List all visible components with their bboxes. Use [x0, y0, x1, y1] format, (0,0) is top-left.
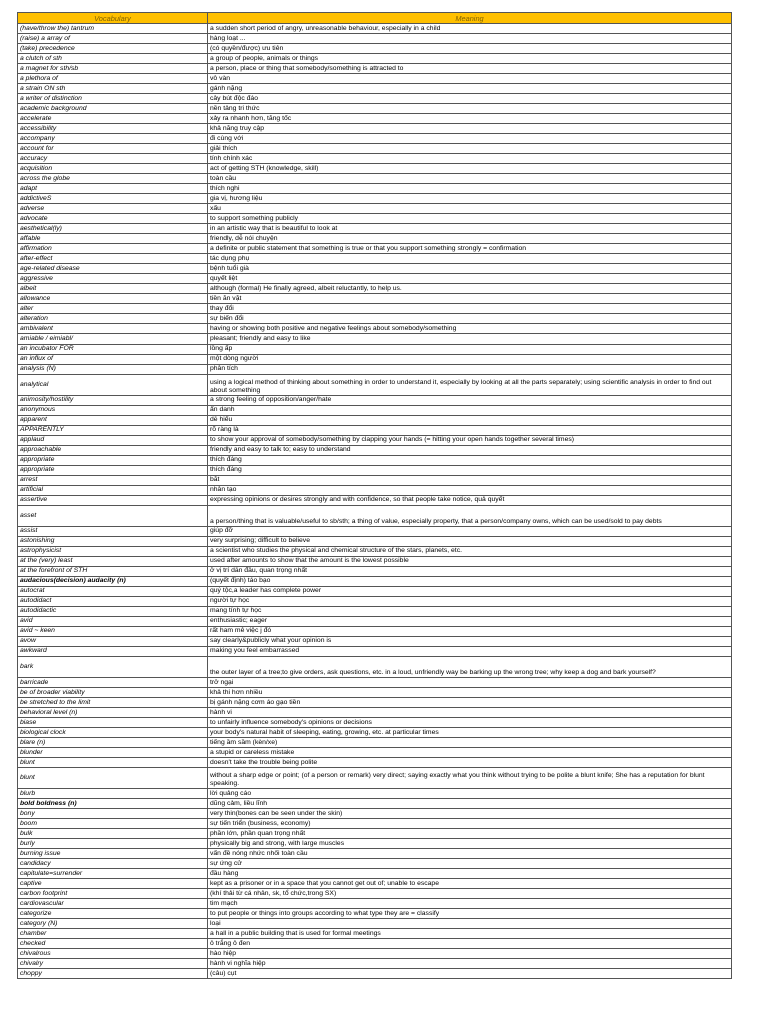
- vocabulary-cell: assertive: [18, 495, 208, 505]
- vocabulary-cell: (have/throw the) tantrum: [18, 24, 208, 34]
- table-row: [18, 84, 732, 94]
- vocabulary-cell: affirmation: [18, 244, 208, 254]
- table-row: [18, 194, 732, 204]
- meaning-cell: your body's natural habit of sleeping, eating, growing, etc. at particular times: [208, 728, 732, 738]
- vocabulary-cell: cardiovascular: [18, 899, 208, 909]
- meaning-cell: rất ham mê việc j đó: [208, 626, 732, 636]
- meaning-cell: sự biến đổi: [208, 314, 732, 324]
- vocabulary-cell: (raise) a array of: [18, 34, 208, 44]
- vocabulary-cell: advocate: [18, 214, 208, 224]
- vocabulary-cell: bark: [18, 656, 208, 677]
- table-row: [18, 839, 732, 849]
- table-row: [18, 909, 732, 919]
- table-row: [18, 738, 732, 748]
- meaning-cell: ở vị trí dẫn đầu, quan trọng nhất: [208, 566, 732, 576]
- table-row: [18, 445, 732, 455]
- vocabulary-cell: analytical: [18, 374, 208, 395]
- meaning-cell: đầu hàng: [208, 869, 732, 879]
- meaning-cell: enthusiastic; eager: [208, 616, 732, 626]
- table-row: [18, 626, 732, 636]
- table-row: [18, 154, 732, 164]
- table-row: [18, 919, 732, 929]
- meaning-cell: to support something publicly: [208, 214, 732, 224]
- meaning-cell: bệnh tuổi già: [208, 264, 732, 274]
- meaning-cell: xấu: [208, 204, 732, 214]
- meaning-cell: without a sharp edge or point; (of a person or remark) very direct; saying exactly what you think without trying to be polite a blunt knife; She has a reputation for blunt speaking.: [208, 768, 732, 789]
- vocabulary-cell: candidacy: [18, 859, 208, 869]
- table-row: [18, 586, 732, 596]
- vocabulary-cell: checked: [18, 939, 208, 949]
- table-row: [18, 708, 732, 718]
- vocabulary-cell: appropriate: [18, 465, 208, 475]
- table-row: [18, 536, 732, 546]
- table-row: [18, 425, 732, 435]
- meaning-cell: phần lớn, phần quan trọng nhất: [208, 829, 732, 839]
- meaning-cell: tiền ăn vặt: [208, 294, 732, 304]
- vocabulary-cell: astrophysicist: [18, 546, 208, 556]
- table-row: [18, 465, 732, 475]
- vocabulary-sheet: [17, 12, 731, 979]
- vocabulary-cell: (take) precedence: [18, 44, 208, 54]
- vocabulary-cell: amiable / eimiabl/: [18, 334, 208, 344]
- meaning-cell: sự tiến triển (business, economy): [208, 819, 732, 829]
- table-row: [18, 405, 732, 415]
- meaning-cell: vấn đề nóng nhức nhối toàn cầu: [208, 849, 732, 859]
- vocabulary-cell: category (N): [18, 919, 208, 929]
- vocabulary-cell: acquisition: [18, 164, 208, 174]
- vocabulary-cell: barricade: [18, 678, 208, 688]
- table-row: [18, 184, 732, 194]
- table-row: [18, 435, 732, 445]
- meaning-cell: quý tộc,a leader has complete power: [208, 586, 732, 596]
- meaning-cell: tim mạch: [208, 899, 732, 909]
- vocabulary-cell: account for: [18, 144, 208, 154]
- table-row: [18, 144, 732, 154]
- meaning-cell: a group of people, animals or things: [208, 54, 732, 64]
- vocabulary-cell: a clutch of sth: [18, 54, 208, 64]
- vocabulary-cell: approachable: [18, 445, 208, 455]
- table-row: [18, 889, 732, 899]
- meaning-cell: making you feel embarrassed: [208, 646, 732, 656]
- table-row: [18, 214, 732, 224]
- vocabulary-cell: chivalry: [18, 959, 208, 969]
- meaning-cell: although (formal) He finally agreed, albeit reluctantly, to help us.: [208, 284, 732, 294]
- meaning-cell: a definite or public statement that something is true or that you support something strongly = confirmation: [208, 244, 732, 254]
- table-row: [18, 606, 732, 616]
- table-row: [18, 566, 732, 576]
- table-row: [18, 114, 732, 124]
- vocabulary-cell: analysis (N): [18, 364, 208, 374]
- table-row: [18, 505, 732, 526]
- meaning-header: Meaning: [208, 13, 732, 24]
- meaning-cell: thích đáng: [208, 465, 732, 475]
- meaning-cell: hành vi: [208, 708, 732, 718]
- vocabulary-cell: across the globe: [18, 174, 208, 184]
- vocabulary-cell: a plethora of: [18, 74, 208, 84]
- table-row: [18, 254, 732, 264]
- table-row: [18, 94, 732, 104]
- vocabulary-cell: anonymous: [18, 405, 208, 415]
- vocabulary-cell: blunt: [18, 758, 208, 768]
- meaning-cell: lồng ấp: [208, 344, 732, 354]
- table-row: [18, 636, 732, 646]
- vocabulary-cell: allowance: [18, 294, 208, 304]
- vocabulary-cell: bony: [18, 809, 208, 819]
- vocabulary-cell: blare (n): [18, 738, 208, 748]
- vocabulary-header: Vocabulary: [18, 13, 208, 24]
- meaning-cell: mang tính tự học: [208, 606, 732, 616]
- table-row: [18, 969, 732, 979]
- table-row: [18, 74, 732, 84]
- meaning-cell: a person/thing that is valuable/useful to sb/sth; a thing of value, especially property, that a person/company owns, which can be used/sold to pay debts: [208, 505, 732, 526]
- table-row: [18, 264, 732, 274]
- vocabulary-cell: arrest: [18, 475, 208, 485]
- meaning-cell: a strong feeling of opposition/anger/hate: [208, 395, 732, 405]
- vocabulary-cell: after-effect: [18, 254, 208, 264]
- vocabulary-cell: albeit: [18, 284, 208, 294]
- vocabulary-cell: a writer of distinction: [18, 94, 208, 104]
- meaning-cell: tác dụng phụ: [208, 254, 732, 264]
- meaning-cell: nền tảng tri thức: [208, 104, 732, 114]
- vocabulary-cell: age-related disease: [18, 264, 208, 274]
- meaning-cell: say clearly&publicly what your opinion is: [208, 636, 732, 646]
- table-row: [18, 879, 732, 889]
- table-row: [18, 859, 732, 869]
- meaning-cell: friendly and easy to talk to; easy to understand: [208, 445, 732, 455]
- vocabulary-cell: aggressive: [18, 274, 208, 284]
- table-row: [18, 304, 732, 314]
- vocabulary-cell: captive: [18, 879, 208, 889]
- meaning-cell: in an artistic way that is beautiful to look at: [208, 224, 732, 234]
- meaning-cell: thích đáng: [208, 455, 732, 465]
- meaning-cell: quyết liệt: [208, 274, 732, 284]
- vocabulary-cell: applaud: [18, 435, 208, 445]
- meaning-cell: loại: [208, 919, 732, 929]
- vocabulary-table: [17, 12, 732, 979]
- meaning-cell: the outer layer of a tree;to give orders, ask questions, etc. in a loud, unfriendly way be barking up the wrong tree; why keep a dog and bark yourself?: [208, 656, 732, 677]
- vocabulary-cell: at the forefront of STH: [18, 566, 208, 576]
- table-row: [18, 395, 732, 405]
- meaning-cell: rõ ràng là: [208, 425, 732, 435]
- vocabulary-cell: appropriate: [18, 455, 208, 465]
- meaning-cell: a hall in a public building that is used for formal meetings: [208, 929, 732, 939]
- table-row: [18, 44, 732, 54]
- vocabulary-cell: accessibility: [18, 124, 208, 134]
- meaning-cell: nhân tạo: [208, 485, 732, 495]
- table-row: [18, 899, 732, 909]
- table-row: [18, 849, 732, 859]
- table-row: [18, 475, 732, 485]
- vocabulary-cell: be stretched to the limit: [18, 698, 208, 708]
- table-row: [18, 576, 732, 586]
- vocabulary-cell: accuracy: [18, 154, 208, 164]
- meaning-cell: tiếng ầm sầm (kèn/xe): [208, 738, 732, 748]
- vocabulary-cell: apparent: [18, 415, 208, 425]
- vocabulary-cell: adverse: [18, 204, 208, 214]
- meaning-cell: bắt: [208, 475, 732, 485]
- vocabulary-cell: aesthetical(ly): [18, 224, 208, 234]
- meaning-cell: a person, place or thing that somebody/something is attracted to: [208, 64, 732, 74]
- table-row: [18, 354, 732, 364]
- table-row: [18, 204, 732, 214]
- table-row: [18, 244, 732, 254]
- table-row: [18, 54, 732, 64]
- meaning-cell: (quyết định) táo bạo: [208, 576, 732, 586]
- vocabulary-cell: affable: [18, 234, 208, 244]
- meaning-cell: dễ hiểu: [208, 415, 732, 425]
- table-row: [18, 748, 732, 758]
- vocabulary-cell: choppy: [18, 969, 208, 979]
- vocabulary-cell: animosity/hostility: [18, 395, 208, 405]
- vocabulary-cell: audacious(decision) audacity (n): [18, 576, 208, 586]
- meaning-cell: a sudden short period of angry, unreasonable behaviour, especially in a child: [208, 24, 732, 34]
- meaning-cell: phân tích: [208, 364, 732, 374]
- meaning-cell: bị gánh nặng cơm áo gạo tiền: [208, 698, 732, 708]
- vocabulary-cell: autocrat: [18, 586, 208, 596]
- table-row: [18, 959, 732, 969]
- vocabulary-cell: behavioral level (n): [18, 708, 208, 718]
- vocabulary-cell: chamber: [18, 929, 208, 939]
- vocabulary-cell: bold boldness (n): [18, 799, 208, 809]
- meaning-cell: used after amounts to show that the amount is the lowest possible: [208, 556, 732, 566]
- vocabulary-cell: an incubator FOR: [18, 344, 208, 354]
- vocabulary-cell: artificial: [18, 485, 208, 495]
- meaning-cell: to unfairly influence somebody's opinions or decisions: [208, 718, 732, 728]
- vocabulary-cell: asset: [18, 505, 208, 526]
- vocabulary-cell: alter: [18, 304, 208, 314]
- meaning-cell: trở ngại: [208, 678, 732, 688]
- vocabulary-cell: alteration: [18, 314, 208, 324]
- table-row: [18, 526, 732, 536]
- vocabulary-cell: blunder: [18, 748, 208, 758]
- vocabulary-cell: academic background: [18, 104, 208, 114]
- table-row: [18, 596, 732, 606]
- table-row: [18, 415, 732, 425]
- vocabulary-cell: avid: [18, 616, 208, 626]
- vocabulary-cell: APPARENTLY: [18, 425, 208, 435]
- vocabulary-cell: autodidact: [18, 596, 208, 606]
- table-row: [18, 64, 732, 74]
- meaning-cell: doesn't take the trouble being polite: [208, 758, 732, 768]
- meaning-cell: hành vi nghĩa hiệp: [208, 959, 732, 969]
- meaning-cell: very surprising; difficult to believe: [208, 536, 732, 546]
- table-row: [18, 234, 732, 244]
- meaning-cell: (câu) cụt: [208, 969, 732, 979]
- vocabulary-cell: an influx of: [18, 354, 208, 364]
- meaning-cell: khả năng truy cập: [208, 124, 732, 134]
- table-row: [18, 789, 732, 799]
- table-row: [18, 758, 732, 768]
- meaning-cell: act of getting STH (knowledge, skill): [208, 164, 732, 174]
- meaning-cell: vô vàn: [208, 74, 732, 84]
- vocabulary-rows: [18, 24, 732, 979]
- table-row: [18, 124, 732, 134]
- table-row: [18, 344, 732, 354]
- table-row: [18, 274, 732, 284]
- meaning-cell: lời quảng cáo: [208, 789, 732, 799]
- meaning-cell: a scientist who studies the physical and chemical structure of the stars, planets, etc.: [208, 546, 732, 556]
- table-row: [18, 495, 732, 505]
- vocabulary-cell: a strain ON sth: [18, 84, 208, 94]
- meaning-cell: having or showing both positive and negative feelings about somebody/something: [208, 324, 732, 334]
- vocabulary-cell: accompany: [18, 134, 208, 144]
- meaning-cell: tính chính xác: [208, 154, 732, 164]
- meaning-cell: to show your approval of somebody/something by clapping your hands (= hitting your open hands together several times): [208, 435, 732, 445]
- table-row: [18, 829, 732, 839]
- header-row: [18, 13, 732, 24]
- meaning-cell: ô trắng ô đen: [208, 939, 732, 949]
- meaning-cell: very thin(bones can be seen under the skin): [208, 809, 732, 819]
- table-row: [18, 224, 732, 234]
- table-row: [18, 284, 732, 294]
- table-row: [18, 939, 732, 949]
- vocabulary-cell: ambivalent: [18, 324, 208, 334]
- meaning-cell: gánh nặng: [208, 84, 732, 94]
- vocabulary-cell: carbon footprint: [18, 889, 208, 899]
- table-row: [18, 949, 732, 959]
- meaning-cell: một dòng người: [208, 354, 732, 364]
- meaning-cell: hào hiệp: [208, 949, 732, 959]
- meaning-cell: physically big and strong, with large muscles: [208, 839, 732, 849]
- table-row: [18, 104, 732, 114]
- meaning-cell: expressing opinions or desires strongly and with confidence, so that people take notice, quả quyết: [208, 495, 732, 505]
- table-row: [18, 678, 732, 688]
- meaning-cell: giải thích: [208, 144, 732, 154]
- meaning-cell: xảy ra nhanh hơn, tăng tốc: [208, 114, 732, 124]
- table-row: [18, 34, 732, 44]
- vocabulary-cell: blurb: [18, 789, 208, 799]
- vocabulary-cell: astonishing: [18, 536, 208, 546]
- table-row: [18, 24, 732, 34]
- meaning-cell: ẩn danh: [208, 405, 732, 415]
- meaning-cell: người tự học: [208, 596, 732, 606]
- table-row: [18, 174, 732, 184]
- meaning-cell: đi cùng với: [208, 134, 732, 144]
- table-row: [18, 688, 732, 698]
- vocabulary-cell: addictiveS: [18, 194, 208, 204]
- meaning-cell: khả thi hơn nhiều: [208, 688, 732, 698]
- meaning-cell: toàn cầu: [208, 174, 732, 184]
- vocabulary-cell: categorize: [18, 909, 208, 919]
- table-row: [18, 364, 732, 374]
- meaning-cell: hàng loạt ...: [208, 34, 732, 44]
- vocabulary-cell: chivalrous: [18, 949, 208, 959]
- meaning-cell: friendly, dễ nói chuyện: [208, 234, 732, 244]
- table-row: [18, 809, 732, 819]
- table-row: [18, 646, 732, 656]
- meaning-cell: dũng cảm, liều lĩnh: [208, 799, 732, 809]
- vocabulary-cell: autodidactic: [18, 606, 208, 616]
- vocabulary-cell: adapt: [18, 184, 208, 194]
- vocabulary-cell: bulk: [18, 829, 208, 839]
- vocabulary-cell: accelerate: [18, 114, 208, 124]
- table-row: [18, 768, 732, 789]
- vocabulary-cell: boom: [18, 819, 208, 829]
- meaning-cell: sự ứng cử: [208, 859, 732, 869]
- table-row: [18, 164, 732, 174]
- table-row: [18, 294, 732, 304]
- vocabulary-cell: a magnet for sth/sb: [18, 64, 208, 74]
- table-row: [18, 374, 732, 395]
- table-row: [18, 616, 732, 626]
- table-row: [18, 134, 732, 144]
- meaning-cell: gia vị, hương liệu: [208, 194, 732, 204]
- meaning-cell: kept as a prisoner or in a space that you cannot get out of; unable to escape: [208, 879, 732, 889]
- table-row: [18, 455, 732, 465]
- vocabulary-cell: at the (very) least: [18, 556, 208, 566]
- table-row: [18, 869, 732, 879]
- table-row: [18, 556, 732, 566]
- meaning-cell: giúp đỡ: [208, 526, 732, 536]
- vocabulary-cell: burning issue: [18, 849, 208, 859]
- vocabulary-cell: avow: [18, 636, 208, 646]
- table-row: [18, 799, 732, 809]
- table-row: [18, 656, 732, 677]
- meaning-cell: a stupid or careless mistake: [208, 748, 732, 758]
- meaning-cell: (có quyền/được) ưu tiên: [208, 44, 732, 54]
- vocabulary-cell: burly: [18, 839, 208, 849]
- table-row: [18, 819, 732, 829]
- meaning-cell: thích nghi: [208, 184, 732, 194]
- meaning-cell: (khí thải từ cá nhân, sk, tổ chức,trong SX): [208, 889, 732, 899]
- vocabulary-cell: assist: [18, 526, 208, 536]
- vocabulary-cell: awkward: [18, 646, 208, 656]
- table-row: [18, 314, 732, 324]
- table-row: [18, 324, 732, 334]
- vocabulary-cell: biological clock: [18, 728, 208, 738]
- vocabulary-cell: capitulate=surrender: [18, 869, 208, 879]
- meaning-cell: thay đổi: [208, 304, 732, 314]
- meaning-cell: using a logical method of thinking about something in order to understand it, especially by looking at all the parts separately; using scientific analysis in order to find out about something: [208, 374, 732, 395]
- vocabulary-cell: avid ~ keen: [18, 626, 208, 636]
- table-row: [18, 698, 732, 708]
- vocabulary-cell: be of broader viability: [18, 688, 208, 698]
- table-row: [18, 929, 732, 939]
- table-row: [18, 546, 732, 556]
- meaning-cell: to put people or things into groups according to what type they are = classify: [208, 909, 732, 919]
- table-row: [18, 485, 732, 495]
- vocabulary-cell: blunt: [18, 768, 208, 789]
- meaning-cell: cây bút độc đáo: [208, 94, 732, 104]
- vocabulary-cell: biase: [18, 718, 208, 728]
- table-row: [18, 334, 732, 344]
- table-row: [18, 718, 732, 728]
- meaning-cell: pleasant; friendly and easy to like: [208, 334, 732, 344]
- table-row: [18, 728, 732, 738]
